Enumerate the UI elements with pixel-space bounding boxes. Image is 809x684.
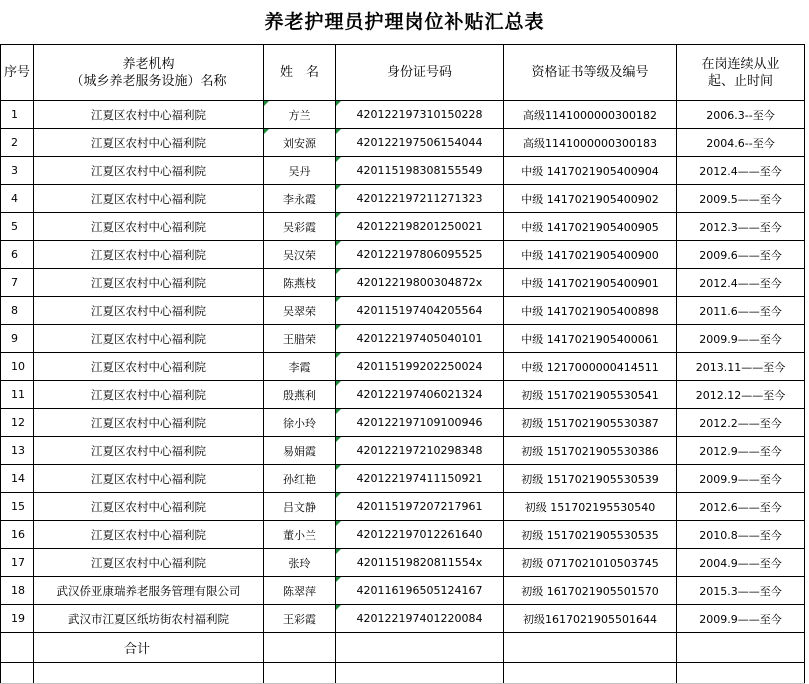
row-name-text: 方兰 [288, 108, 311, 122]
row-seq[interactable] [1, 521, 34, 549]
row-id-number[interactable] [336, 381, 504, 409]
header-org[interactable] [34, 45, 264, 101]
row-name-text: 李永霞 [283, 192, 316, 206]
row-seq[interactable] [1, 437, 34, 465]
row-period[interactable] [677, 213, 805, 241]
error-marker-icon [336, 465, 341, 470]
row-id-number[interactable] [336, 185, 504, 213]
row-cert[interactable] [504, 297, 677, 325]
row-seq-text: 7 [11, 276, 18, 289]
row-period-text: 2009.9——至今 [699, 472, 782, 486]
row-cert-text: 初级 0717021010503745 [521, 556, 659, 570]
row-period[interactable] [677, 465, 805, 493]
table-row [1, 437, 805, 465]
empty-cell[interactable] [264, 663, 336, 684]
row-period-text: 2012.9——至今 [699, 444, 782, 458]
row-org-text: 江夏区农村中心福利院 [91, 331, 206, 346]
table-row [1, 549, 805, 577]
row-org[interactable] [34, 549, 264, 577]
row-org[interactable] [34, 157, 264, 185]
row-name[interactable] [264, 353, 336, 381]
row-name-text: 殷燕利 [283, 388, 316, 402]
row-period-text: 2004.6--至今 [706, 136, 775, 150]
row-org[interactable] [34, 381, 264, 409]
error-marker-icon [336, 269, 341, 274]
row-seq-text: 1 [11, 108, 18, 121]
row-org-text: 江夏区农村中心福利院 [91, 191, 206, 206]
row-name[interactable] [264, 521, 336, 549]
row-cert[interactable] [504, 577, 677, 605]
row-name-text: 吴丹 [288, 164, 311, 178]
total-label[interactable]: 合计 [34, 633, 264, 663]
row-cert-text: 初级 1617021905501570 [521, 584, 659, 598]
row-cert-text: 中级 1417021905400901 [521, 276, 659, 290]
row-seq-text: 15 [11, 500, 25, 513]
row-id-number[interactable] [336, 465, 504, 493]
error-marker-icon [336, 549, 341, 554]
empty-cell[interactable] [677, 663, 805, 684]
row-id-number[interactable] [336, 241, 504, 269]
error-marker-icon [336, 409, 341, 414]
row-org[interactable] [34, 605, 264, 633]
row-cert-text: 初级 1517021905530541 [521, 388, 659, 402]
row-seq-text: 4 [11, 192, 18, 205]
row-seq[interactable] [1, 465, 34, 493]
table-row [1, 213, 805, 241]
error-marker-icon [336, 577, 341, 582]
row-cert-text: 初级 1517021905530535 [521, 528, 659, 542]
row-org-text: 江夏区农村中心福利院 [91, 415, 206, 430]
row-cert-text: 中级 1417021905400904 [521, 164, 659, 178]
row-seq-text: 2 [11, 136, 18, 149]
row-period-text: 2009.9——至今 [699, 612, 782, 626]
row-org[interactable] [34, 213, 264, 241]
row-period-text: 2013.11——至今 [695, 360, 786, 374]
row-id-number-text: 420115197207217961 [356, 500, 483, 513]
row-seq[interactable] [1, 241, 34, 269]
row-org[interactable] [34, 409, 264, 437]
row-seq[interactable] [1, 493, 34, 521]
table-row [1, 325, 805, 353]
row-name-text: 吴彩霞 [283, 220, 316, 234]
row-period[interactable] [677, 185, 805, 213]
row-org-text: 江夏区农村中心福利院 [91, 359, 206, 374]
row-seq[interactable] [1, 157, 34, 185]
row-org[interactable] [34, 577, 264, 605]
error-marker-icon [336, 297, 341, 302]
row-period[interactable] [677, 129, 805, 157]
row-cert-text: 中级 1417021905400900 [521, 248, 659, 262]
row-period-text: 2012.4——至今 [699, 164, 782, 178]
row-period-text: 2010.8——至今 [699, 528, 782, 542]
header-name[interactable]: 姓 名 [264, 45, 336, 101]
row-seq[interactable] [1, 269, 34, 297]
row-org[interactable] [34, 101, 264, 129]
row-period[interactable] [677, 353, 805, 381]
row-name[interactable] [264, 549, 336, 577]
row-seq[interactable] [1, 185, 34, 213]
row-seq[interactable] [1, 101, 34, 129]
row-name[interactable] [264, 325, 336, 353]
row-name[interactable] [264, 185, 336, 213]
row-name[interactable] [264, 409, 336, 437]
table-body [1, 101, 805, 633]
row-cert[interactable] [504, 157, 677, 185]
row-name[interactable] [264, 493, 336, 521]
row-id-number[interactable] [336, 269, 504, 297]
row-name[interactable] [264, 213, 336, 241]
row-org[interactable] [34, 437, 264, 465]
row-seq[interactable] [1, 353, 34, 381]
row-name[interactable] [264, 465, 336, 493]
row-period-text: 2009.5——至今 [699, 192, 782, 206]
row-name[interactable] [264, 269, 336, 297]
row-id-number-text: 420115198308155549 [356, 164, 483, 177]
row-name-text: 李霞 [288, 360, 311, 374]
total-id-cell[interactable] [336, 633, 504, 663]
row-name-text: 孙红艳 [283, 472, 316, 486]
row-period-text: 2011.6——至今 [699, 304, 782, 318]
empty-cell[interactable] [1, 663, 34, 684]
header-org-line1: 养老机构 [122, 56, 175, 72]
row-id-number-text: 420115197404205564 [356, 304, 483, 317]
error-marker-icon [336, 129, 341, 134]
row-id-number-text: 42011519820811554x [356, 556, 483, 569]
row-id-number-text: 420116196505124167 [356, 584, 483, 597]
row-period-text: 2012.12——至今 [695, 388, 786, 402]
header-id[interactable]: 身份证号码 [336, 45, 504, 101]
total-period-cell[interactable] [677, 633, 805, 663]
row-org-text: 江夏区农村中心福利院 [91, 303, 206, 318]
row-period[interactable] [677, 493, 805, 521]
row-cert[interactable] [504, 241, 677, 269]
row-cert[interactable] [504, 185, 677, 213]
row-id-number[interactable] [336, 605, 504, 633]
row-id-number-text: 420122197806095525 [356, 248, 483, 261]
header-period[interactable] [677, 45, 805, 101]
row-period[interactable] [677, 437, 805, 465]
row-period-text: 2012.4——至今 [699, 276, 782, 290]
table-row [1, 521, 805, 549]
row-org-text: 江夏区农村中心福利院 [91, 163, 206, 178]
row-org-text: 江夏区农村中心福利院 [91, 219, 206, 234]
error-marker-icon [336, 381, 341, 386]
row-id-number-text: 420122197211271323 [356, 192, 483, 205]
row-name-text: 易娟霞 [283, 444, 316, 458]
row-id-number[interactable] [336, 157, 504, 185]
subsidy-table [0, 44, 805, 684]
total-row [1, 633, 805, 663]
row-id-number-text: 420122197310150228 [356, 108, 483, 121]
row-name[interactable] [264, 297, 336, 325]
row-period-text: 2009.6——至今 [699, 248, 782, 262]
row-cert-text: 高级1141000000300182 [523, 108, 657, 122]
row-cert-text: 中级 1417021905400898 [521, 304, 659, 318]
row-org-text: 江夏区农村中心福利院 [91, 387, 206, 402]
row-org[interactable] [34, 269, 264, 297]
row-name[interactable] [264, 129, 336, 157]
row-id-number[interactable] [336, 353, 504, 381]
row-name-text: 王彩霞 [283, 612, 316, 626]
table-row [1, 465, 805, 493]
table-row [1, 409, 805, 437]
row-org-text: 江夏区农村中心福利院 [91, 555, 206, 570]
row-id-number[interactable] [336, 549, 504, 577]
row-name[interactable] [264, 101, 336, 129]
row-org-text: 江夏区农村中心福利院 [91, 247, 206, 262]
table-row [1, 157, 805, 185]
row-id-number-text: 420122197411150921 [356, 472, 483, 485]
row-id-number[interactable] [336, 409, 504, 437]
row-name-text: 王腊荣 [283, 332, 316, 346]
header-cert[interactable]: 资格证书等级及编号 [504, 45, 677, 101]
row-id-number[interactable] [336, 129, 504, 157]
row-name-text: 吴汉荣 [283, 248, 316, 262]
row-name-text: 陈翠萍 [283, 584, 316, 598]
row-seq-text: 14 [11, 472, 25, 485]
error-marker-icon [336, 493, 341, 498]
header-seq[interactable]: 序号 [1, 45, 34, 101]
row-cert[interactable] [504, 409, 677, 437]
row-org[interactable] [34, 185, 264, 213]
row-period[interactable] [677, 241, 805, 269]
row-period[interactable] [677, 269, 805, 297]
row-period[interactable] [677, 325, 805, 353]
empty-cell[interactable] [336, 663, 504, 684]
row-seq-text: 9 [11, 332, 18, 345]
row-cert[interactable] [504, 269, 677, 297]
row-cert-text: 初级 1517021905530387 [521, 416, 659, 430]
row-period[interactable] [677, 297, 805, 325]
row-id-number-text: 42012219800304872x [356, 276, 483, 289]
row-name[interactable] [264, 605, 336, 633]
table-row [1, 241, 805, 269]
row-id-number[interactable] [336, 213, 504, 241]
table-row [1, 353, 805, 381]
row-seq-text: 10 [11, 360, 25, 373]
table-row [1, 381, 805, 409]
error-marker-icon [336, 213, 341, 218]
empty-cell[interactable] [504, 663, 677, 684]
row-cert[interactable] [504, 213, 677, 241]
error-marker-icon [336, 325, 341, 330]
row-seq-text: 6 [11, 248, 18, 261]
row-seq-text: 3 [11, 164, 18, 177]
sheet-title: 养老护理员护理岗位补贴汇总表 [264, 11, 545, 33]
row-id-number[interactable] [336, 101, 504, 129]
row-org-text: 武汉侨亚康瑞养老服务管理有限公司 [56, 583, 241, 598]
error-marker-icon [336, 185, 341, 190]
row-cert[interactable] [504, 605, 677, 633]
row-cert-text: 中级 1217000000414511 [521, 360, 659, 374]
row-org[interactable] [34, 241, 264, 269]
row-seq-text: 5 [11, 220, 18, 233]
row-cert[interactable] [504, 437, 677, 465]
row-org-text: 江夏区农村中心福利院 [91, 135, 206, 150]
row-period-text: 2006.3--至今 [706, 108, 775, 122]
table-row [1, 605, 805, 633]
row-seq-text: 13 [11, 444, 25, 457]
row-id-number-text: 420122197012261640 [356, 528, 483, 541]
row-seq-text: 19 [11, 612, 25, 625]
row-period-text: 2012.3——至今 [699, 220, 782, 234]
row-seq[interactable] [1, 605, 34, 633]
row-period[interactable] [677, 605, 805, 633]
row-cert-text: 高级1141000000300183 [523, 136, 657, 150]
row-org-text: 江夏区农村中心福利院 [91, 275, 206, 290]
row-seq[interactable] [1, 549, 34, 577]
header-row [1, 45, 805, 101]
row-cert-text: 中级 1417021905400061 [521, 332, 659, 346]
row-cert-text: 初级 1517021905530539 [521, 472, 659, 486]
row-name-text: 刘安源 [283, 136, 316, 150]
row-name[interactable] [264, 437, 336, 465]
row-name-text: 吕文静 [283, 500, 316, 514]
error-marker-icon [336, 241, 341, 246]
row-id-number[interactable] [336, 437, 504, 465]
error-marker-icon [336, 605, 341, 610]
empty-row [1, 663, 805, 684]
row-org-text: 江夏区农村中心福利院 [91, 443, 206, 458]
row-id-number[interactable] [336, 493, 504, 521]
row-period[interactable] [677, 381, 805, 409]
row-cert-text: 初级 151702195530540 [524, 500, 656, 514]
error-marker-icon [264, 129, 269, 134]
table-row [1, 269, 805, 297]
row-org[interactable] [34, 465, 264, 493]
error-marker-icon [336, 101, 341, 106]
row-name-text: 张玲 [288, 556, 311, 570]
row-org-text: 江夏区农村中心福利院 [91, 499, 206, 514]
row-seq[interactable] [1, 129, 34, 157]
row-period-text: 2009.9——至今 [699, 332, 782, 346]
row-id-number-text: 420122197109100946 [356, 416, 483, 429]
row-period-text: 2012.2——至今 [699, 416, 782, 430]
row-cert-text: 初级 1517021905530386 [521, 444, 659, 458]
row-cert[interactable] [504, 325, 677, 353]
row-cert-text: 中级 1417021905400905 [521, 220, 659, 234]
row-name-text: 陈燕枝 [283, 276, 316, 290]
row-seq[interactable] [1, 325, 34, 353]
row-period-text: 2015.3——至今 [699, 584, 782, 598]
row-cert-text: 初级1617021905501644 [523, 612, 657, 626]
row-id-number-text: 420122197210298348 [356, 444, 483, 457]
header-period-line1: 在岗连续从业 [701, 56, 780, 72]
row-id-number-text: 420122197506154044 [356, 136, 483, 149]
row-seq-text: 16 [11, 528, 25, 541]
row-seq-text: 18 [11, 584, 25, 597]
row-cert[interactable] [504, 381, 677, 409]
row-id-number[interactable] [336, 521, 504, 549]
row-cert[interactable] [504, 465, 677, 493]
table-row [1, 493, 805, 521]
row-cert[interactable] [504, 101, 677, 129]
row-seq[interactable] [1, 213, 34, 241]
row-name-text: 董小兰 [283, 528, 316, 542]
row-id-number[interactable] [336, 297, 504, 325]
table-row [1, 101, 805, 129]
row-period[interactable] [677, 577, 805, 605]
error-marker-icon [336, 521, 341, 526]
row-id-number-text: 420122197405040101 [356, 332, 483, 345]
row-period[interactable] [677, 549, 805, 577]
table-row [1, 129, 805, 157]
header-org-line2: （城乡养老服务设施）名称 [70, 73, 227, 89]
row-seq[interactable] [1, 409, 34, 437]
table-row [1, 297, 805, 325]
row-period[interactable] [677, 157, 805, 185]
row-org-text: 江夏区农村中心福利院 [91, 471, 206, 486]
row-period[interactable] [677, 521, 805, 549]
row-cert[interactable] [504, 129, 677, 157]
row-seq[interactable] [1, 577, 34, 605]
row-id-number-text: 420122198201250021 [356, 220, 483, 233]
row-org[interactable] [34, 297, 264, 325]
row-org[interactable] [34, 353, 264, 381]
table-row [1, 577, 805, 605]
row-name-text: 徐小玲 [283, 416, 316, 430]
row-id-number[interactable] [336, 325, 504, 353]
row-name[interactable] [264, 241, 336, 269]
total-name-cell[interactable] [264, 633, 336, 663]
row-cert[interactable] [504, 353, 677, 381]
row-cert-text: 中级 1417021905400902 [521, 192, 659, 206]
row-period[interactable] [677, 101, 805, 129]
row-id-number[interactable] [336, 577, 504, 605]
row-org[interactable] [34, 325, 264, 353]
row-id-number-text: 420115199202250024 [356, 360, 483, 373]
row-cert[interactable] [504, 521, 677, 549]
row-id-number-text: 420122197406021324 [356, 388, 483, 401]
row-seq-text: 11 [11, 388, 25, 401]
error-marker-icon [336, 353, 341, 358]
table-row [1, 185, 805, 213]
row-period[interactable] [677, 409, 805, 437]
row-org[interactable] [34, 129, 264, 157]
row-id-number-text: 420122197401220084 [356, 612, 483, 625]
row-name[interactable] [264, 381, 336, 409]
row-org-text: 江夏区农村中心福利院 [91, 107, 206, 122]
total-cert-cell[interactable] [504, 633, 677, 663]
error-marker-icon [336, 157, 341, 162]
row-org[interactable] [34, 493, 264, 521]
row-seq[interactable] [1, 381, 34, 409]
row-seq[interactable] [1, 297, 34, 325]
total-seq-cell[interactable] [1, 633, 34, 663]
row-seq-text: 12 [11, 416, 25, 429]
header-period-line2: 起、止时间 [707, 73, 773, 89]
row-cert[interactable] [504, 493, 677, 521]
error-marker-icon [264, 101, 269, 106]
row-org[interactable] [34, 521, 264, 549]
row-name[interactable] [264, 157, 336, 185]
row-name-text: 吴翠荣 [283, 304, 316, 318]
row-period-text: 2012.6——至今 [699, 500, 782, 514]
row-org-text: 武汉市江夏区纸坊街农村福利院 [68, 611, 229, 626]
row-cert[interactable] [504, 549, 677, 577]
row-name[interactable] [264, 577, 336, 605]
empty-cell[interactable] [34, 663, 264, 684]
row-period-text: 2004.9——至今 [699, 556, 782, 570]
error-marker-icon [336, 437, 341, 442]
row-seq-text: 17 [11, 556, 25, 569]
row-seq-text: 8 [11, 304, 18, 317]
row-org-text: 江夏区农村中心福利院 [91, 527, 206, 542]
